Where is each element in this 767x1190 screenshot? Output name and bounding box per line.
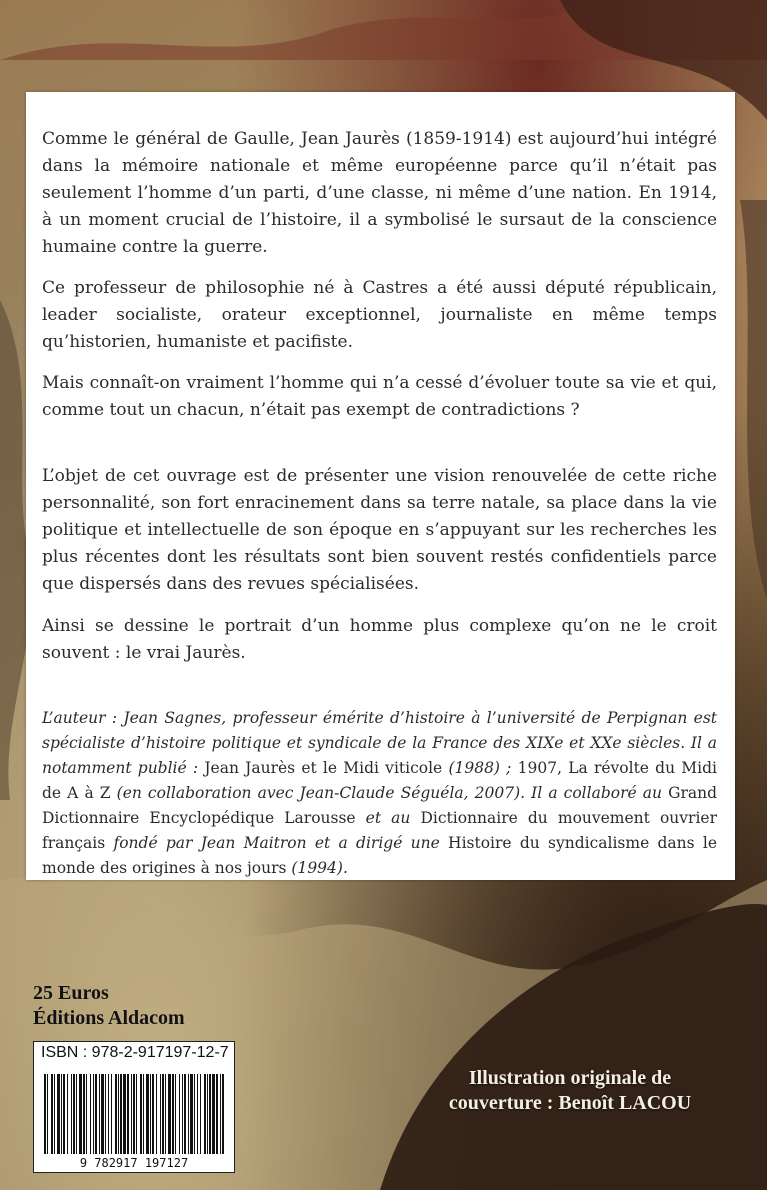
barcode-bar — [83, 1074, 85, 1154]
barcode-bar — [99, 1074, 100, 1154]
barcode-bar — [127, 1074, 129, 1154]
barcode-bar — [200, 1074, 201, 1154]
book-title-2: 1907, La révolte du Midi de A à Z — [42, 759, 717, 802]
author-bio-part-e: fondé par Jean Maitron et a dirigé une — [105, 834, 449, 852]
barcode-bar — [222, 1074, 224, 1154]
barcode-bar — [131, 1074, 132, 1154]
publisher-name: Éditions Aldacom — [33, 1007, 185, 1029]
barcode-bar — [172, 1074, 174, 1154]
barcode-bar — [63, 1074, 65, 1154]
barcode-bar — [194, 1074, 195, 1154]
barcode-bar — [197, 1074, 198, 1154]
barcode-bar — [71, 1074, 72, 1154]
barcode-bar — [152, 1074, 154, 1154]
barcode-digits: 9 782917 197127 — [79, 1156, 189, 1170]
barcode-bar — [207, 1074, 208, 1154]
author-bio-part-b: (1988) ; — [442, 759, 518, 777]
book-title-1: Jean Jaurès et le Midi viticole — [204, 759, 443, 777]
barcode-bar — [44, 1074, 46, 1154]
author-bio-part-f: (1994). — [286, 859, 348, 877]
barcode-bar — [79, 1074, 82, 1154]
barcode-bar — [188, 1074, 189, 1154]
barcode-bar — [108, 1074, 109, 1154]
barcode-bar — [160, 1074, 161, 1154]
barcode-bar — [118, 1074, 119, 1154]
barcode-bar — [220, 1074, 221, 1154]
barcode-bar — [216, 1074, 218, 1154]
barcode-bar — [93, 1074, 94, 1154]
barcode-bar — [184, 1074, 186, 1154]
barcode-bar — [143, 1074, 144, 1154]
barcode-bar — [76, 1074, 77, 1154]
barcode-bar — [179, 1074, 180, 1154]
barcode-bar — [123, 1074, 126, 1154]
barcode-bar — [168, 1074, 171, 1154]
barcode-bar — [95, 1074, 97, 1154]
blurb-paragraph-2: Ce professeur de philosophie né à Castres a été aussi député républicain, leader socialiste, orateur exceptionnel, journaliste en même temps qu’historien, humaniste et pacifiste. — [42, 278, 717, 352]
barcode-bar — [115, 1074, 117, 1154]
barcode-bar — [212, 1074, 215, 1154]
isbn-barcode-box — [33, 1041, 235, 1173]
book-title-5: Histoire du syndicalisme dans le monde des origines à nos jours — [42, 834, 717, 877]
barcode-bar — [133, 1074, 135, 1154]
barcode-bar — [156, 1074, 157, 1154]
barcode-bar — [140, 1074, 142, 1154]
blurb-paragraph-3: Mais connaît-on vraiment l’homme qui n’a cessé d’évoluer toute sa vie et qui, comme tout un chacun, n’était pas exempt de contradictions ? — [42, 373, 717, 420]
barcode-bar — [150, 1074, 151, 1154]
book-title-4: Dictionnaire du mouvement ouvrier français — [42, 809, 717, 852]
blurb-paragraph-4: L’objet de cet ouvrage est de présenter une vision renouvelée de cette riche personnalité, son fort enracinement dans sa terre natale, sa place dans la vie politique et intellectuelle de son époque en s’appuyant sur les recherches les plus récentes dont les résultats sont bien souvent restés confidentiels parce que dispersés dans des revues spécialisées. — [42, 466, 717, 594]
blurb-paragraph-1: Comme le général de Gaulle, Jean Jaurès (1859-1914) est aujourd’hui intégré dans la mémoire nationale et même européenne parce qu’il n’était pas seulement l’homme d’un parti, d’une classe, ni même d’une nation. En 1914, à un moment crucial de l’histoire, il a symbolisé le sursaut de la conscience humaine contre la guerre. — [42, 129, 717, 257]
barcode-bar — [51, 1074, 53, 1154]
author-bio-part-d: et au — [355, 809, 421, 827]
author-bio — [42, 706, 717, 881]
barcode-bar — [101, 1074, 104, 1154]
barcode-bar — [67, 1074, 68, 1154]
barcode-bar — [61, 1074, 62, 1154]
barcode-bar — [73, 1074, 75, 1154]
credit-line-2: couverture : Benoît LACOU — [448, 1092, 692, 1114]
barcode-bar — [105, 1074, 106, 1154]
barcode-bar — [120, 1074, 122, 1154]
barcode-bar — [209, 1074, 211, 1154]
author-bio-part-a: L’auteur : Jean Sagnes, professeur émérite d’histoire à l’université de Perpignan est spécialiste d’histoire politique et syndicale de la France des XIXe et XXe siècles. Il a notamment publié : — [42, 709, 717, 777]
barcode-bar — [162, 1074, 164, 1154]
credit-line-1: Illustration originale de — [468, 1067, 672, 1089]
barcode-bar — [190, 1074, 193, 1154]
isbn-number: ISBN : 978-2-917197-12-7 — [41, 1044, 229, 1061]
barcode-bar — [182, 1074, 183, 1154]
back-cover-text-panel — [26, 92, 735, 880]
barcode-bar — [57, 1074, 60, 1154]
barcode-bar — [146, 1074, 149, 1154]
barcode-bar — [136, 1074, 137, 1154]
blurb-paragraph-5: Ainsi se dessine le portrait d’un homme plus complexe qu’on ne le croit souvent : le vrai Jaurès. — [42, 616, 717, 663]
barcode-bar — [47, 1074, 48, 1154]
barcode-bar — [165, 1074, 166, 1154]
barcode-bar — [175, 1074, 176, 1154]
illustration-credit — [420, 1066, 720, 1116]
barcode-bar — [204, 1074, 206, 1154]
author-bio-part-c: (en collaboration avec Jean-Claude Séguéla, 2007). Il a collaboré au — [110, 784, 669, 802]
price-label: 25 Euros — [33, 982, 109, 1004]
barcode-graphic — [40, 1072, 228, 1170]
barcode-bar — [54, 1074, 55, 1154]
barcode-bar — [86, 1074, 87, 1154]
barcode-bar — [90, 1074, 91, 1154]
barcode-bar — [111, 1074, 112, 1154]
book-title-3: Grand Dictionnaire Encyclopédique Larousse — [42, 784, 717, 827]
